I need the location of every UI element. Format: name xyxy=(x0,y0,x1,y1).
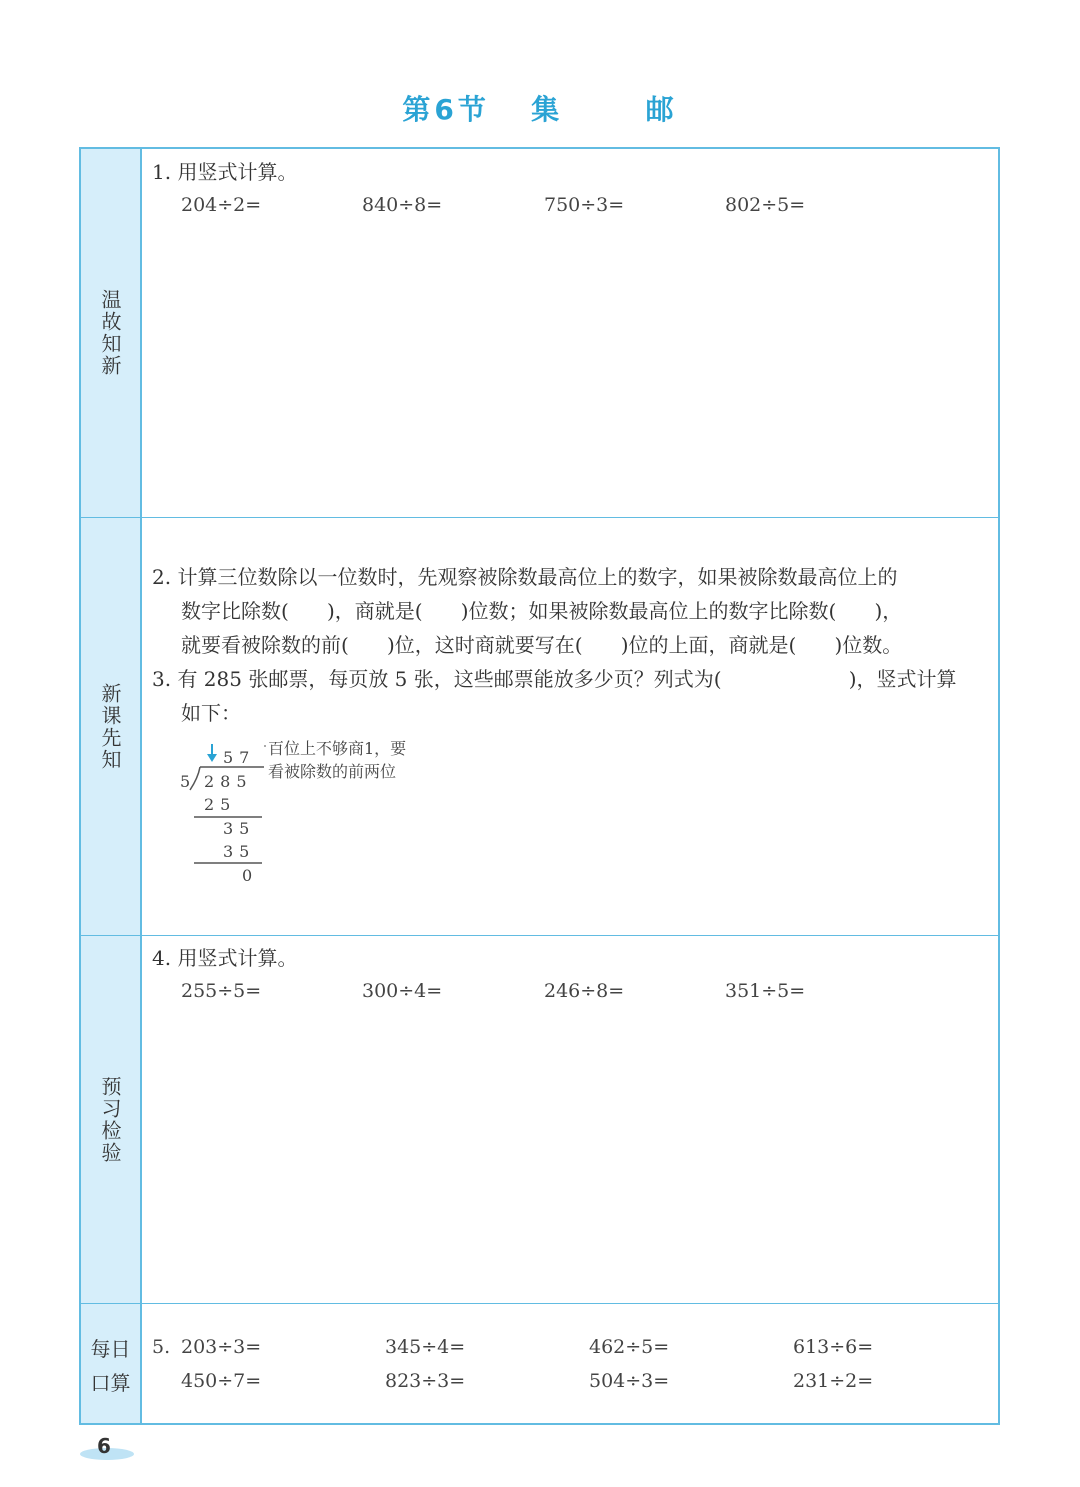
question-4-prompt: 4. 用竖式计算。 xyxy=(152,946,298,970)
division-note: 看被除数的前两位 xyxy=(268,762,397,781)
division-dividend: 285 xyxy=(204,772,253,791)
question-2-line: 就要看被除数的前( )位，这时商就要写在( )位的上面，商就是( )位数。 xyxy=(181,633,903,657)
question-1-prompt: 1. 用竖式计算。 xyxy=(152,160,298,184)
q4-item: 246÷8= xyxy=(544,980,625,1002)
section-label-daily-1: 每日 xyxy=(90,1337,131,1361)
question-3-line: 如下： xyxy=(181,701,241,725)
section-label-check: 预习检验 xyxy=(98,1076,122,1164)
q1-item: 840÷8= xyxy=(362,194,443,216)
page-title: 第6节 集 邮 xyxy=(402,93,678,126)
q1-item: 750÷3= xyxy=(544,194,625,216)
section-divider xyxy=(81,517,998,518)
question-5-label: 5. xyxy=(152,1336,171,1358)
section-divider xyxy=(81,935,998,936)
division-step: 35 xyxy=(223,842,256,861)
q5-item: 203÷3= xyxy=(181,1336,262,1358)
division-step: 35 xyxy=(223,819,256,838)
q5-item: 450÷7= xyxy=(181,1370,262,1392)
q1-item: 204÷2= xyxy=(181,194,262,216)
q5-item: 462÷5= xyxy=(589,1336,670,1358)
q4-item: 300÷4= xyxy=(362,980,443,1002)
q5-item: 613÷6= xyxy=(793,1336,874,1358)
question-3-line: 3. 有 285 张邮票，每页放 5 张，这些邮票能放多少页？列式为( )，竖式计算 xyxy=(152,667,957,691)
division-remainder: 0 xyxy=(242,866,259,885)
division-step: 25 xyxy=(204,795,237,814)
question-2-line: 数字比除数( )，商就是( )位数；如果被除数最高位上的数字比除数( )， xyxy=(181,599,903,623)
division-divisor: 5 xyxy=(180,772,197,791)
question-2-line: 2. 计算三位数除以一位数时，先观察被除数最高位上的数字，如果被除数最高位上的 xyxy=(152,565,898,589)
section-divider xyxy=(81,1303,998,1304)
section-label-review: 温故知新 xyxy=(98,289,122,377)
section-label-newlesson: 新课先知 xyxy=(98,683,122,771)
q5-item: 231÷2= xyxy=(793,1370,874,1392)
long-division-example xyxy=(178,738,438,888)
q1-item: 802÷5= xyxy=(725,194,806,216)
q4-item: 255÷5= xyxy=(181,980,262,1002)
section-label-daily-2: 口算 xyxy=(90,1371,131,1395)
q5-item: 823÷3= xyxy=(385,1370,466,1392)
page-number: 6 xyxy=(97,1434,111,1458)
q4-item: 351÷5= xyxy=(725,980,806,1002)
division-quotient: 57 xyxy=(223,748,256,767)
division-note: 百位上不够商1，要 xyxy=(268,739,407,758)
q5-item: 504÷3= xyxy=(589,1370,670,1392)
q5-item: 345÷4= xyxy=(385,1336,466,1358)
